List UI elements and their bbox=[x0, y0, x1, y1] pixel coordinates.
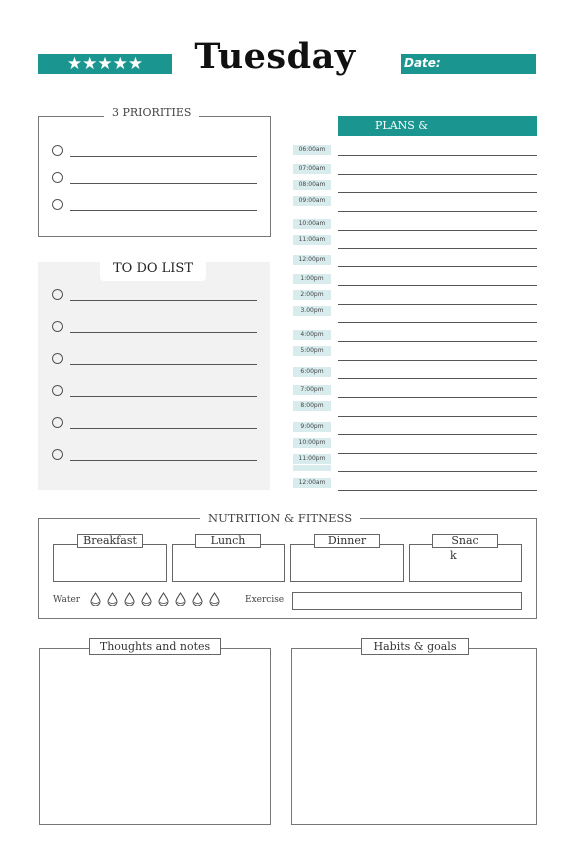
water-drop-icon[interactable] bbox=[158, 592, 169, 606]
schedule-line[interactable] bbox=[338, 266, 537, 267]
todo-line-5[interactable] bbox=[70, 428, 257, 429]
priority-checkbox-1[interactable] bbox=[52, 145, 63, 156]
schedule-line[interactable] bbox=[338, 341, 537, 342]
lunch-box[interactable] bbox=[172, 544, 285, 582]
schedule-line[interactable] bbox=[338, 471, 537, 472]
todo-checkbox-4[interactable] bbox=[52, 385, 63, 396]
todo-line-3[interactable] bbox=[70, 364, 257, 365]
thoughts-title: Thoughts and notes bbox=[99, 640, 211, 653]
rating-stars[interactable]: ★★★★★ bbox=[38, 54, 172, 74]
time-slot-label: 11:00am bbox=[293, 235, 331, 245]
todo-checkbox-5[interactable] bbox=[52, 417, 63, 428]
time-slot-label: 5:00pm bbox=[293, 346, 331, 356]
schedule-line[interactable] bbox=[338, 397, 537, 398]
time-slot-label: 12:00am bbox=[293, 478, 331, 488]
todo-line-6[interactable] bbox=[70, 460, 257, 461]
schedule-line[interactable] bbox=[338, 453, 537, 454]
dinner-label: Dinner bbox=[314, 534, 380, 548]
todo-line-1[interactable] bbox=[70, 300, 257, 301]
plans-title: PLANS & bbox=[375, 119, 429, 132]
schedule-line[interactable] bbox=[338, 322, 537, 323]
water-drop-icon[interactable] bbox=[90, 592, 101, 606]
date-label: Date: bbox=[404, 56, 441, 70]
time-slot-label: 1:00pm bbox=[293, 274, 331, 284]
time-slot-label: 7:00pm bbox=[293, 385, 331, 395]
exercise-field[interactable] bbox=[292, 592, 522, 610]
schedule-line[interactable] bbox=[338, 248, 537, 249]
habits-box[interactable] bbox=[291, 648, 537, 825]
snack-box[interactable] bbox=[409, 544, 522, 582]
priority-checkbox-3[interactable] bbox=[52, 199, 63, 210]
todo-title: TO DO LIST bbox=[100, 256, 206, 281]
schedule-line[interactable] bbox=[338, 174, 537, 175]
priority-line-1[interactable] bbox=[70, 156, 257, 157]
exercise-label: Exercise bbox=[245, 595, 285, 605]
schedule-line[interactable] bbox=[338, 434, 537, 435]
time-slot-label: 10:00am bbox=[293, 219, 331, 229]
water-drop-icon[interactable] bbox=[175, 592, 186, 606]
time-slot-blank bbox=[293, 465, 331, 471]
time-slot-label: 8:00pm bbox=[293, 401, 331, 411]
time-slot-label: 6:00pm bbox=[293, 367, 331, 377]
priority-line-2[interactable] bbox=[70, 183, 257, 184]
priorities-title: 3 PRIORITIES bbox=[104, 106, 199, 119]
water-drop-icon[interactable] bbox=[124, 592, 135, 606]
time-slot-label: 07:00am bbox=[293, 164, 331, 174]
breakfast-box[interactable] bbox=[53, 544, 167, 582]
habits-title: Habits & goals bbox=[373, 640, 457, 653]
schedule-line[interactable] bbox=[338, 378, 537, 379]
plans-header bbox=[338, 116, 537, 136]
date-field[interactable] bbox=[401, 54, 536, 74]
time-slot-label: 12:00pm bbox=[293, 255, 331, 265]
water-label: Water bbox=[53, 595, 81, 605]
nutrition-title: NUTRITION & FITNESS bbox=[200, 511, 360, 525]
water-drop-icon[interactable] bbox=[141, 592, 152, 606]
schedule-line[interactable] bbox=[338, 211, 537, 212]
todo-panel bbox=[38, 262, 270, 490]
priorities-box bbox=[38, 116, 271, 237]
snack-label: Snac bbox=[432, 534, 498, 548]
time-slot-label: 11:00pm bbox=[293, 454, 331, 464]
todo-checkbox-2[interactable] bbox=[52, 321, 63, 332]
priority-line-3[interactable] bbox=[70, 210, 257, 211]
time-slot-label: 2:00pm bbox=[293, 290, 331, 300]
time-slot-label: 09:00am bbox=[293, 196, 331, 206]
lunch-label: Lunch bbox=[195, 534, 261, 548]
schedule-line[interactable] bbox=[338, 155, 537, 156]
schedule-line[interactable] bbox=[338, 490, 537, 491]
breakfast-label: Breakfast bbox=[77, 534, 143, 548]
schedule-line[interactable] bbox=[338, 230, 537, 231]
schedule-line[interactable] bbox=[338, 285, 537, 286]
time-slot-label: 4:00pm bbox=[293, 330, 331, 340]
dinner-box[interactable] bbox=[290, 544, 404, 582]
schedule-line[interactable] bbox=[338, 192, 537, 193]
todo-checkbox-3[interactable] bbox=[52, 353, 63, 364]
schedule-line[interactable] bbox=[338, 416, 537, 417]
thoughts-box[interactable] bbox=[39, 648, 271, 825]
time-slot-label: 9:00pm bbox=[293, 422, 331, 432]
time-slot-label: 3.00pm bbox=[293, 306, 331, 316]
page-title: Tuesday bbox=[194, 36, 356, 77]
water-drop-icon[interactable] bbox=[192, 592, 203, 606]
priority-checkbox-2[interactable] bbox=[52, 172, 63, 183]
todo-checkbox-6[interactable] bbox=[52, 449, 63, 460]
time-slot-label: 10:00pm bbox=[293, 438, 331, 448]
schedule-line[interactable] bbox=[338, 360, 537, 361]
time-slot-label: 06:00am bbox=[293, 145, 331, 155]
todo-line-2[interactable] bbox=[70, 332, 257, 333]
water-drop-icon[interactable] bbox=[209, 592, 220, 606]
time-slot-label: 08:00am bbox=[293, 180, 331, 190]
snack-label-overflow: k bbox=[450, 549, 457, 562]
todo-line-4[interactable] bbox=[70, 396, 257, 397]
todo-checkbox-1[interactable] bbox=[52, 289, 63, 300]
schedule-line[interactable] bbox=[338, 304, 537, 305]
water-drop-icon[interactable] bbox=[107, 592, 118, 606]
